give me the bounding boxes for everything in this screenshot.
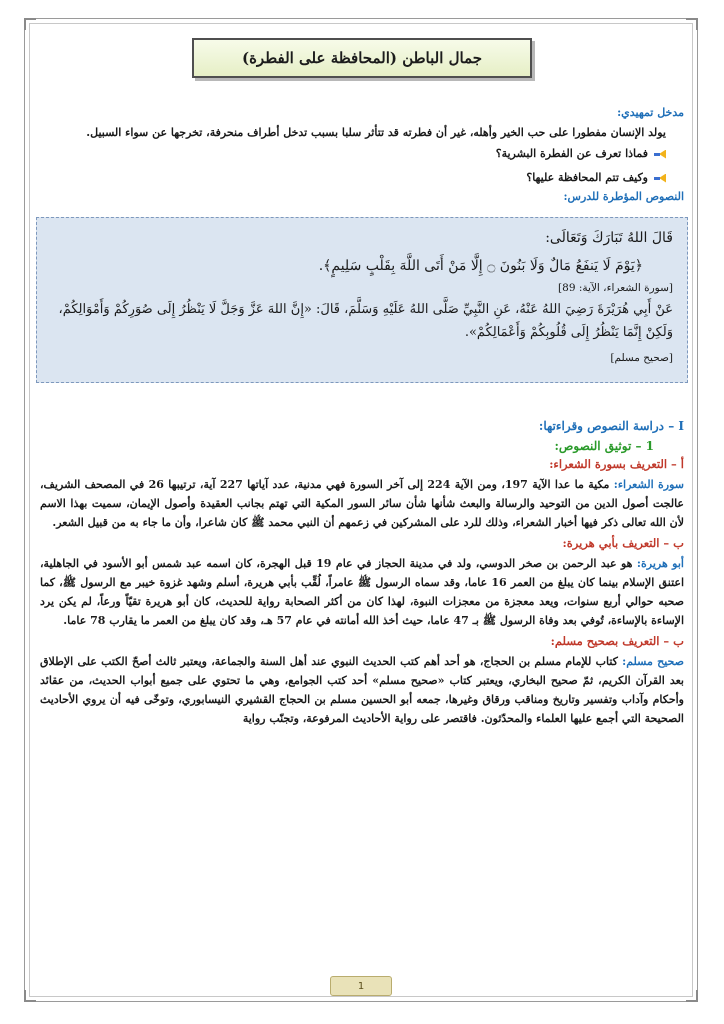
quote-intro: قَالَ اللهُ تَبَارَكَ وَتَعَالَى:: [545, 230, 673, 246]
lesson-title: جمال الباطن (المحافظة على الفطرة): [192, 38, 532, 78]
intro-text: يولد الإنسان مفطورا على حب الخير وأهله، غير أن فطرته قد تتأثر سلبا بسبب تدخل أطراف منحرفة، تخرجها عن سواء السبيل.: [86, 126, 666, 139]
sahih-muslim-paragraph: صحيح مسلم: كتاب للإمام مسلم بن الحجاج، هو أحد أهم كتب الحديث النبوي عند أهل السنة والجماعة، ويعتبر ثالث أصحّ الكتب على الإطلاق بعد القرآن الكريم، ثمّ صحيح البخاري، ويعتبر كتاب «صحيح مسلم» أحد كتب الجوامع، وهي ما تحتوي على جميع أبواب الحديث، من عقائد وأحكام وآداب وتفسير وتاريخ ومناقب ورقاق وغيرها، جمعه أبو الحسين مسلم بن الحجاج القشيري النيسابوري، وتوخّى فيه أن يروي الأحاديث الصحيحة التي أجمع عليها العلماء والمحدّثون. فاقتصر على رواية الأحاديث المرفوعة، وتجنّب رواية: [40, 655, 684, 725]
sahih-muslim-term: صحيح مسلم:: [622, 655, 684, 668]
section-heading: I – دراسة النصوص وقراءتها:: [538, 419, 684, 433]
page-content: [40, 30, 684, 728]
abu-hurayra-paragraph: أبو هريرة: هو عبد الرحمن بن صخر الدوسي، ولد في مدينة الحجاز في عام 19 قبل الهجرة، كان اسمه عبد شمس أبو الأسود في الجاهلية، اعتنق الإسلام بينما كان يبلغ من العمر 16 عاما، وقد سماه الرسول ﷺ عامراً، لُقِّب بأبي هريرة، أسلم وشهد غزوة خيبر مع الرسول ﷺ، كما صحبه حوالي أربع سنوات، ويعد معجزة من معجزات النبوة، لهذا كان من أكثر الصحابة رواية للحديث، كان أبو هريرة تقيّاً ورعاً، لم يكن يرد الإساءة بالإساءة، تُوفي بعد وفاة الرسول ﷺ بـ 47 عاما، حيث أخذ الله أمانته في عام 57 هـ، وقد كان يبلغ من العمر ما يقارب 78 عاما.: [40, 557, 685, 627]
surah-heading: أ – التعريف بسورة الشعراء:: [549, 457, 684, 471]
intro-heading: مدخل تمهيدي:: [617, 106, 684, 119]
frame-corner: [686, 18, 698, 30]
verse-reference: [سورة الشعراء، الآية: 89]: [558, 282, 673, 294]
frame-corner: [24, 990, 36, 1002]
arrow-bullet-icon: [654, 150, 666, 159]
abu-hurayra-term: أبو هريرة:: [636, 557, 684, 570]
sahih-muslim-heading: ب – التعريف بصحيح مسلم:: [550, 634, 684, 648]
title-wrap: [40, 38, 684, 78]
intro-question: وكيف تتم المحافظة عليها؟: [40, 168, 684, 188]
frame-corner: [686, 990, 698, 1002]
abu-hurayra-heading: ب – التعريف بأبي هريرة:: [562, 536, 684, 550]
surah-term: سورة الشعراء:: [613, 478, 685, 491]
intro-question: فماذا تعرف عن الفطرة البشرية؟: [40, 144, 684, 164]
frame-corner: [24, 18, 36, 30]
quran-verse: ﴿يَوْمَ لَا يَنفَعُ مَالٌ وَلَا بَنُونَ ۝ إِلَّا مَنْ أَتَى اللَّهَ بِقَلْبٍ سَلِيمٍ﴾.: [318, 258, 643, 274]
surah-paragraph: سورة الشعراء: مكية ما عدا الآية 197، ومن الآية 224 إلى آخر السورة فهي مدنية، عدد آياتها 227 آية، ترتيبها 26 في المصحف الشريف، عالجت أصول الدين من التوحيد والرسالة والبعث شأنها شأن سائر السور المكية التي تهتم بجانب العقيدة وأصول الإيمان، سميت بهذا الاسم لأن الله تعالى ذكر فيها أخبار الشعراء، وذلك للرد على المشركين في زعمهم أن النبي محمد ﷺ كان شاعرا، وأن ما جاء به من قبيل الشعر.: [40, 478, 685, 529]
texts-heading: النصوص المؤطرة للدرس:: [563, 190, 684, 203]
hadith-reference: [صحيح مسلم]: [610, 352, 673, 364]
hadith-text: عَنْ أَبِي هُرَيْرَةَ رَضِيَ اللهُ عَنْهُ، عَنِ النَّبِيِّ صَلَّى اللهُ عَلَيْهِ وَسَلَّمَ، قَالَ: «إِنَّ اللهَ عَزَّ وَجَلَّ لَا يَنْظُرُ إِلَى صُوَرِكُمْ وَأَمْوَالِكُمْ، وَلَكِنْ إِنَّمَا يَنْظُرُ إِلَى قُلُوبِكُمْ وَأَعْمَالِكُمْ».: [58, 302, 673, 340]
arrow-bullet-icon: [654, 174, 666, 183]
subsection-heading: 1 – توثيق النصوص:: [554, 439, 654, 453]
page-number: 1: [330, 976, 392, 996]
quoted-texts-box: [36, 217, 688, 383]
